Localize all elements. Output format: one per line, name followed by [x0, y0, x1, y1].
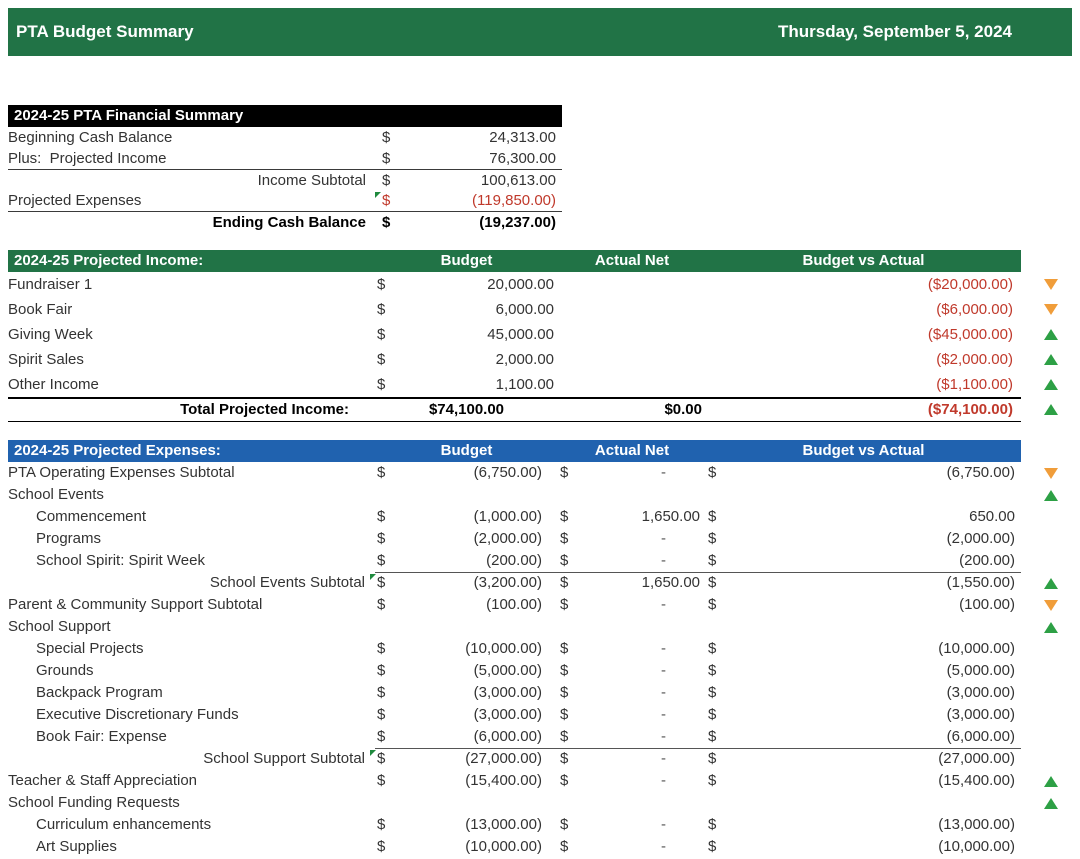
currency-symbol: [706, 272, 736, 297]
expense-row: [8, 506, 1080, 528]
comment-flag-icon: [370, 750, 376, 756]
column-header-budget: Budget: [440, 252, 493, 269]
summary-row: [8, 127, 1080, 148]
actual-net-value: [588, 484, 706, 506]
income-row: [8, 272, 1080, 297]
banner-date: Thursday, September 5, 2024: [777, 22, 1012, 41]
up-triangle-icon: [1044, 354, 1058, 365]
actual-net-value: -: [661, 684, 666, 701]
currency-symbol: $: [708, 706, 717, 723]
row-label: Programs: [36, 530, 102, 547]
currency-symbol: $: [560, 464, 569, 481]
amount-value: (19,237.00): [407, 211, 562, 233]
budget-value: (10,000.00): [465, 838, 542, 855]
indicator-cell: [1021, 372, 1080, 397]
budget-vs-actual-value: (15,400.00): [938, 772, 1015, 789]
summary-row: [8, 148, 1080, 169]
amount-value: (119,850.00): [472, 192, 556, 209]
indicator-cell: [1021, 462, 1080, 484]
currency-symbol: [706, 322, 736, 347]
currency-symbol: [558, 372, 588, 397]
currency-symbol: $: [708, 640, 717, 657]
actual-net-value: [588, 792, 706, 814]
currency-symbol: [706, 372, 736, 397]
spreadsheet-page: [0, 8, 1080, 859]
total-bva-value: ($74,100.00): [706, 397, 1021, 422]
row-label: School Support Subtotal: [203, 750, 365, 767]
row-label: Commencement: [36, 508, 147, 525]
expense-row: [8, 726, 1080, 748]
currency-symbol: $: [375, 726, 405, 749]
currency-symbol: $: [382, 150, 391, 167]
expense-row: [8, 704, 1080, 726]
budget-value: 45,000.00: [487, 326, 554, 343]
income-row: [8, 347, 1080, 372]
currency-symbol: $: [558, 726, 588, 749]
indicator-cell: [1021, 814, 1080, 836]
indicator-cell: [1021, 594, 1080, 616]
currency-symbol: [558, 272, 588, 297]
indicator-cell: [1021, 836, 1080, 858]
currency-symbol: $: [377, 508, 386, 525]
row-label: School Spirit: Spirit Week: [36, 552, 205, 569]
currency-symbol: $: [708, 838, 717, 855]
budget-vs-actual-value: (6,750.00): [946, 464, 1015, 481]
expense-row: [8, 550, 1080, 572]
currency-symbol: $: [377, 684, 386, 701]
budget-value: (27,000.00): [465, 750, 542, 767]
budget-vs-actual-value: ($1,100.00): [936, 376, 1013, 393]
up-triangle-icon: [1044, 578, 1058, 589]
actual-net-value: [588, 297, 706, 322]
row-label: Spirit Sales: [8, 351, 84, 368]
budget-vs-actual-value: (5,000.00): [946, 662, 1015, 679]
currency-symbol: [558, 484, 588, 506]
currency-symbol: $: [560, 750, 569, 767]
total-label: Total Projected Income:: [8, 397, 375, 422]
currency-symbol: $: [377, 351, 386, 368]
row-label: Fundraiser 1: [8, 276, 93, 293]
budget-value: [405, 484, 558, 506]
column-header-budget: Budget: [440, 442, 493, 459]
budget-vs-actual-value: [736, 616, 1021, 638]
budget-vs-actual-value: ($6,000.00): [936, 301, 1013, 318]
currency-symbol: $: [380, 211, 407, 233]
budget-vs-actual-value: (3,000.00): [946, 706, 1015, 723]
indicator-cell: [1021, 748, 1080, 770]
down-triangle-icon: [1044, 304, 1058, 315]
amount-value: 100,613.00: [407, 169, 562, 191]
income-section: [8, 250, 1080, 422]
currency-symbol: $: [377, 326, 386, 343]
budget-value: (15,400.00): [465, 772, 542, 789]
budget-vs-actual-value: 650.00: [969, 508, 1015, 525]
financial-summary-section: [8, 105, 1080, 232]
expense-row: [8, 748, 1080, 770]
budget-vs-actual-value: (1,550.00): [946, 574, 1015, 591]
comment-flag-icon: [370, 574, 376, 580]
expense-rows: [8, 462, 1080, 858]
row-label: School Support: [8, 618, 111, 635]
expense-row: [8, 484, 1080, 506]
currency-symbol: $: [708, 750, 717, 767]
currency-symbol: [375, 792, 405, 814]
indicator-cell: [1021, 528, 1080, 550]
budget-vs-actual-value: (6,000.00): [736, 726, 1021, 749]
currency-symbol: $: [560, 508, 569, 525]
up-triangle-icon: [1044, 404, 1058, 415]
amount-value: 24,313.00: [489, 129, 556, 146]
income-header-bar: [8, 250, 1021, 272]
indicator-cell: [1021, 272, 1080, 297]
currency-symbol: [558, 347, 588, 372]
currency-symbol: $: [708, 596, 717, 613]
currency-symbol: $: [560, 530, 569, 547]
row-label: Ending Cash Balance: [8, 211, 380, 233]
total-actual-value: $0.00: [558, 397, 706, 422]
expense-row: [8, 814, 1080, 836]
expenses-section: [8, 440, 1080, 858]
budget-vs-actual-value: (200.00): [736, 550, 1021, 573]
indicator-cell: [1021, 322, 1080, 347]
column-header-budget-vs-actual: Budget vs Actual: [802, 442, 925, 459]
currency-symbol: $: [377, 276, 386, 293]
currency-symbol: $: [377, 376, 386, 393]
budget-vs-actual-value: (100.00): [959, 596, 1015, 613]
down-triangle-icon: [1044, 600, 1058, 611]
row-label: Book Fair: [8, 301, 73, 318]
currency-symbol: $: [380, 169, 407, 191]
page-title: PTA Budget Summary: [16, 22, 194, 41]
row-label: Plus: Projected Income: [8, 150, 167, 167]
actual-net-value: -: [661, 662, 666, 679]
expense-row: [8, 660, 1080, 682]
expense-row: [8, 792, 1080, 814]
currency-symbol: [706, 616, 736, 638]
currency-symbol: $: [560, 574, 569, 591]
actual-net-value: -: [661, 640, 666, 657]
currency-symbol: [706, 297, 736, 322]
budget-value: 1,100.00: [495, 376, 554, 393]
expense-row: [8, 528, 1080, 550]
budget-vs-actual-value: (27,000.00): [938, 750, 1015, 767]
actual-net-value: 1,650.00: [641, 508, 700, 525]
financial-summary-header: 2024-25 PTA Financial Summary: [8, 105, 562, 127]
budget-value: [405, 616, 558, 638]
budget-value: (5,000.00): [473, 662, 542, 679]
budget-value: (3,200.00): [473, 574, 542, 591]
up-triangle-icon: [1044, 776, 1058, 787]
indicator-cell: [1021, 792, 1080, 814]
budget-value: 2,000.00: [495, 351, 554, 368]
up-triangle-icon: [1044, 798, 1058, 809]
indicator-cell: [1021, 704, 1080, 726]
indicator-cell: [1021, 572, 1080, 594]
row-label: School Funding Requests: [8, 794, 180, 811]
row-label: Book Fair: Expense: [36, 728, 167, 745]
budget-value: (2,000.00): [473, 530, 542, 547]
actual-net-value: -: [661, 706, 666, 723]
currency-symbol: $: [377, 816, 386, 833]
indicator-cell: [1021, 506, 1080, 528]
currency-symbol: $: [560, 640, 569, 657]
income-rows: [8, 272, 1080, 397]
currency-symbol: $: [375, 572, 405, 594]
up-triangle-icon: [1044, 490, 1058, 501]
expense-row: [8, 770, 1080, 792]
budget-vs-actual-value: [736, 792, 1021, 814]
row-label: Teacher & Staff Appreciation: [8, 772, 198, 789]
title-bar: [8, 8, 1072, 56]
actual-net-value: -: [588, 550, 706, 573]
currency-symbol: $: [377, 772, 386, 789]
indicator-cell: [1021, 484, 1080, 506]
budget-value: [405, 792, 558, 814]
summary-row: [8, 190, 1080, 211]
currency-symbol: $: [560, 772, 569, 789]
currency-symbol: $: [708, 574, 717, 591]
currency-symbol: $: [708, 662, 717, 679]
actual-net-value: [588, 322, 706, 347]
expense-row: [8, 616, 1080, 638]
budget-vs-actual-value: (2,000.00): [946, 530, 1015, 547]
row-label: Grounds: [36, 662, 94, 679]
indicator-cell: [1021, 347, 1080, 372]
budget-vs-actual-value: (13,000.00): [938, 816, 1015, 833]
up-triangle-icon: [1044, 379, 1058, 390]
income-row: [8, 322, 1080, 347]
row-label: Projected Expenses: [8, 192, 142, 209]
expenses-header-bar: [8, 440, 1021, 462]
income-row: [8, 297, 1080, 322]
currency-symbol: $: [382, 129, 391, 146]
currency-symbol: $: [560, 596, 569, 613]
actual-net-value: [588, 372, 706, 397]
currency-symbol: $: [708, 464, 717, 481]
currency-symbol: $: [560, 706, 569, 723]
indicator-cell: [1021, 397, 1080, 422]
indicator-cell: [1021, 682, 1080, 704]
currency-symbol: $: [377, 640, 386, 657]
currency-symbol: $: [377, 596, 386, 613]
expense-row: [8, 638, 1080, 660]
actual-net-value: -: [661, 838, 666, 855]
actual-net-value: -: [661, 596, 666, 613]
budget-vs-actual-value: ($20,000.00): [927, 276, 1013, 293]
column-header-actual-net: Actual Net: [594, 442, 670, 459]
actual-net-value: -: [661, 530, 666, 547]
currency-symbol: [558, 616, 588, 638]
currency-symbol: $: [706, 550, 736, 573]
currency-symbol: $: [558, 550, 588, 573]
down-triangle-icon: [1044, 468, 1058, 479]
expense-row: [8, 836, 1080, 858]
budget-value: 20,000.00: [487, 276, 554, 293]
currency-symbol: $: [560, 838, 569, 855]
budget-value: (13,000.00): [465, 816, 542, 833]
budget-value: (10,000.00): [465, 640, 542, 657]
row-label: School Events Subtotal: [209, 574, 365, 591]
indicator-cell: [1021, 726, 1080, 749]
budget-vs-actual-value: (3,000.00): [946, 684, 1015, 701]
currency-symbol: $: [708, 508, 717, 525]
actual-net-value: 1,650.00: [641, 574, 700, 591]
actual-net-value: -: [661, 772, 666, 789]
indicator-cell: [1021, 638, 1080, 660]
down-triangle-icon: [1044, 279, 1058, 290]
row-label: Special Projects: [36, 640, 144, 657]
budget-vs-actual-value: (10,000.00): [938, 838, 1015, 855]
actual-net-value: [588, 272, 706, 297]
budget-value: (6,750.00): [473, 464, 542, 481]
expenses-section-title: 2024-25 Projected Expenses:: [14, 442, 221, 459]
currency-symbol: $: [708, 684, 717, 701]
currency-symbol: [558, 322, 588, 347]
budget-value: (6,000.00): [405, 726, 558, 749]
comment-flag-icon: [375, 192, 381, 198]
row-label: Parent & Community Support Subtotal: [8, 596, 263, 613]
currency-symbol: [706, 347, 736, 372]
currency-symbol: $: [380, 190, 407, 211]
actual-net-value: [588, 616, 706, 638]
row-label: Curriculum enhancements: [36, 816, 212, 833]
total-budget-value: $74,100.00: [375, 397, 558, 422]
currency-symbol: [375, 484, 405, 506]
actual-net-value: -: [661, 750, 666, 767]
summary-row: [8, 211, 1080, 232]
row-label: Income Subtotal: [8, 169, 380, 191]
currency-symbol: [558, 297, 588, 322]
summary-rows: [8, 127, 1080, 232]
expense-row: [8, 594, 1080, 616]
currency-symbol: $: [708, 816, 717, 833]
currency-symbol: $: [375, 550, 405, 573]
budget-value: (1,000.00): [473, 508, 542, 525]
indicator-cell: [1021, 660, 1080, 682]
budget-vs-actual-value: [736, 484, 1021, 506]
currency-symbol: $: [377, 838, 386, 855]
budget-value: 6,000.00: [495, 301, 554, 318]
row-label: Backpack Program: [36, 684, 163, 701]
currency-symbol: $: [377, 662, 386, 679]
currency-symbol: $: [708, 530, 717, 547]
expense-row: [8, 462, 1080, 484]
row-label: Beginning Cash Balance: [8, 129, 173, 146]
currency-symbol: $: [377, 301, 386, 318]
column-header-actual-net: Actual Net: [594, 252, 670, 269]
currency-symbol: $: [377, 530, 386, 547]
income-total-row: [8, 397, 1080, 422]
indicator-cell: [1021, 770, 1080, 792]
amount-value: 76,300.00: [489, 150, 556, 167]
row-label: Other Income: [8, 376, 99, 393]
actual-net-value: -: [661, 464, 666, 481]
budget-value: (3,000.00): [473, 706, 542, 723]
currency-symbol: $: [377, 706, 386, 723]
budget-vs-actual-value: (10,000.00): [938, 640, 1015, 657]
row-label: Art Supplies: [36, 838, 117, 855]
currency-symbol: [706, 484, 736, 506]
currency-symbol: $: [377, 464, 386, 481]
currency-symbol: $: [375, 748, 405, 770]
currency-symbol: $: [560, 662, 569, 679]
actual-net-value: [588, 347, 706, 372]
up-triangle-icon: [1044, 622, 1058, 633]
currency-symbol: [558, 792, 588, 814]
row-label: Giving Week: [8, 326, 93, 343]
income-section-title: 2024-25 Projected Income:: [14, 252, 204, 269]
actual-net-value: -: [588, 726, 706, 749]
actual-net-value: -: [661, 816, 666, 833]
indicator-cell: [1021, 616, 1080, 638]
income-row: [8, 372, 1080, 397]
currency-symbol: [706, 792, 736, 814]
budget-vs-actual-value: ($45,000.00): [927, 326, 1013, 343]
budget-vs-actual-value: ($2,000.00): [936, 351, 1013, 368]
currency-symbol: $: [560, 684, 569, 701]
up-triangle-icon: [1044, 329, 1058, 340]
budget-value: (200.00): [405, 550, 558, 573]
column-header-budget-vs-actual: Budget vs Actual: [802, 252, 925, 269]
currency-symbol: $: [560, 816, 569, 833]
currency-symbol: [375, 616, 405, 638]
expense-row: [8, 572, 1080, 594]
expense-row: [8, 682, 1080, 704]
row-label: School Events: [8, 486, 104, 503]
budget-value: (3,000.00): [473, 684, 542, 701]
indicator-cell: [1021, 297, 1080, 322]
budget-value: (100.00): [486, 596, 542, 613]
row-label: Executive Discretionary Funds: [36, 706, 239, 723]
currency-symbol: $: [706, 726, 736, 749]
currency-symbol: $: [708, 772, 717, 789]
row-label: PTA Operating Expenses Subtotal: [8, 464, 235, 481]
indicator-cell: [1021, 550, 1080, 573]
summary-row: [8, 169, 1080, 190]
